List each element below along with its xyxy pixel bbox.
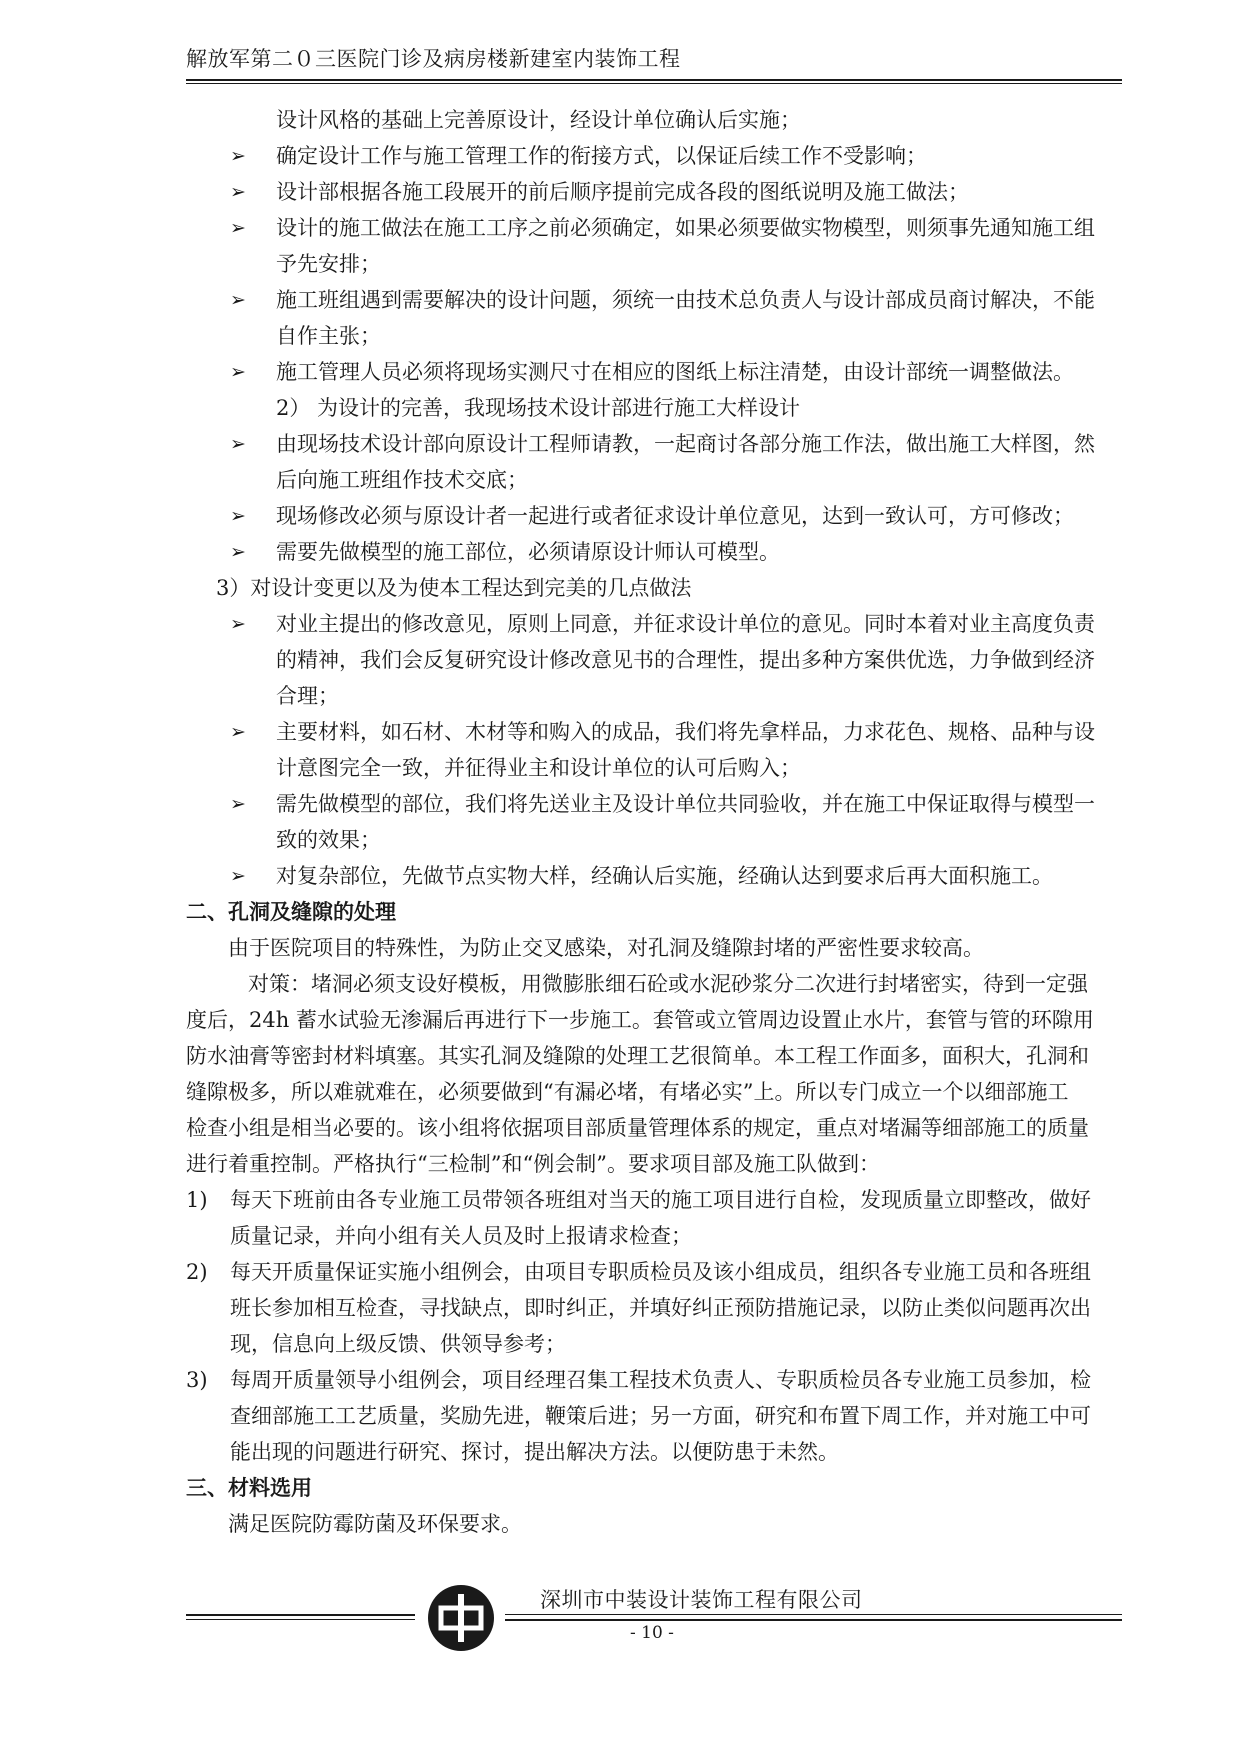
paragraph-line: 检查小组是相当必要的。该小组将依据项目部质量管理体系的规定，重点对堵漏等细部施工的质量 — [186, 1116, 1089, 1140]
page-header-title: 解放军第二０三医院门诊及病房楼新建室内装饰工程 — [186, 47, 681, 71]
bullet-continuation: 致的效果； — [276, 828, 381, 852]
bullet-item: ➢ 对业主提出的修改意见，原则上同意，并征求设计单位的意见。同时本着对业主高度负责 — [186, 606, 1126, 642]
footer-rule-thick — [505, 1619, 1122, 1621]
paragraph-line: 满足医院防霉防菌及环保要求。 — [228, 1512, 522, 1536]
numbered-item-continuation: 质量记录，并向小组有关人员及时上报请求检查； — [230, 1224, 692, 1248]
arrow-bullet-icon: ➢ — [230, 505, 246, 527]
numbered-item-continuation: 现，信息向上级反馈、供领导参考； — [230, 1332, 566, 1356]
bullet-item: ➢ 设计部根据各施工段展开的前后顺序提前完成各段的图纸说明及施工做法； — [186, 174, 1126, 210]
numbered-item: 3) 每周开质量领导小组例会，项目经理召集工程技术负责人、专职质检员各专业施工员参加，检 — [186, 1362, 1126, 1398]
arrow-bullet-icon: ➢ — [230, 181, 246, 203]
arrow-bullet-icon: ➢ — [230, 361, 246, 383]
item-number: 1) — [186, 1188, 208, 1212]
bullet-continuation: 计意图完全一致，并征得业主和设计单位的认可后购入； — [276, 756, 801, 780]
paragraph-line: 度后，24h 蓄水试验无渗漏后再进行下一步施工。套管或立管周边设置止水片，套管与管的环隙用 — [186, 1008, 1094, 1032]
section-heading: 三、材料选用 — [186, 1476, 312, 1500]
arrow-bullet-icon: ➢ — [230, 865, 246, 887]
bullet-item: ➢ 设计的施工做法在施工工序之前必须确定，如果必须要做实物模型，则须事先通知施工组 — [186, 210, 1126, 246]
bullet-item: ➢ 施工管理人员必须将现场实测尺寸在相应的图纸上标注清楚，由设计部统一调整做法。 — [186, 354, 1126, 390]
footer-rule-thin — [186, 1619, 415, 1620]
bullet-item: ➢ 主要材料，如石材、木材等和购入的成品，我们将先拿样品，力求花色、规格、品种与设 — [186, 714, 1126, 750]
arrow-bullet-icon: ➢ — [230, 433, 246, 455]
bullet-continuation: 的精神，我们会反复研究设计修改意见书的合理性，提出多种方案供优选，力争做到经济 — [276, 648, 1095, 672]
arrow-bullet-icon: ➢ — [230, 145, 246, 167]
bullet-continuation: 自作主张； — [276, 324, 381, 348]
subsection-heading: 2） 为设计的完善，我现场技术设计部进行施工大样设计 — [276, 396, 801, 420]
page-number: - 10 - — [630, 1623, 674, 1643]
arrow-bullet-icon: ➢ — [230, 793, 246, 815]
numbered-item-continuation: 能出现的问题进行研究、探讨，提出解决方法。以便防患于未然。 — [230, 1440, 839, 1464]
footer-rule — [505, 1614, 1122, 1615]
arrow-bullet-icon: ➢ — [230, 217, 246, 239]
item-number: 2) — [186, 1260, 208, 1284]
header-rule-thin — [186, 83, 1122, 84]
bullet-item: ➢ 由现场技术设计部向原设计工程师请教，一起商讨各部分施工作法，做出施工大样图，然 — [186, 426, 1126, 462]
bullet-continuation: 予先安排； — [276, 252, 381, 276]
page-body — [186, 102, 1126, 1542]
arrow-bullet-icon: ➢ — [230, 289, 246, 311]
paragraph-line: 防水油膏等密封材料填塞。其实孔洞及缝隙的处理工艺很简单。本工程工作面多，面积大，孔洞和 — [186, 1044, 1089, 1068]
bullet-item: ➢ 对复杂部位，先做节点实物大样，经确认后实施，经确认达到要求后再大面积施工。 — [186, 858, 1126, 894]
continued-line: 设计风格的基础上完善原设计，经设计单位确认后实施； — [276, 108, 801, 132]
bullet-continuation: 合理； — [276, 684, 339, 708]
paragraph-line: 对策：堵洞必须支设好模板，用微膨胀细石砼或水泥砂浆分二次进行封堵密实，待到一定强 — [248, 972, 1088, 996]
bullet-item: ➢ 现场修改必须与原设计者一起进行或者征求设计单位意见，达到一致认可，方可修改； — [186, 498, 1126, 534]
numbered-item-continuation: 班长参加相互检查，寻找缺点，即时纠正，并填好纠正预防措施记录，以防止类似问题再次出 — [230, 1296, 1091, 1320]
arrow-bullet-icon: ➢ — [230, 541, 246, 563]
footer-company-name: 深圳市中装设计装饰工程有限公司 — [540, 1588, 863, 1612]
numbered-item: 1) 每天下班前由各专业施工员带领各班组对当天的施工项目进行自检，发现质量立即整改，做好 — [186, 1182, 1126, 1218]
bullet-item: ➢ 需先做模型的部位，我们将先送业主及设计单位共同验收，并在施工中保证取得与模型一 — [186, 786, 1126, 822]
header-rule — [186, 79, 1122, 81]
paragraph-line: 缝隙极多，所以难就难在，必须要做到“有漏必堵，有堵必实”上。所以专门成立一个以细部施工 — [186, 1080, 1069, 1104]
numbered-item: 2) 每天开质量保证实施小组例会，由项目专职质检员及该小组成员，组织各专业施工员和各班组 — [186, 1254, 1126, 1290]
subsection-heading: 3）对设计变更以及为使本工程达到完美的几点做法 — [216, 576, 692, 600]
bullet-item: ➢ 需要先做模型的施工部位，必须请原设计师认可模型。 — [186, 534, 1126, 570]
item-number: 3) — [186, 1368, 208, 1392]
bullet-continuation: 后向施工班组作技术交底； — [276, 468, 528, 492]
numbered-item-continuation: 查细部施工工艺质量，奖励先进，鞭策后进；另一方面，研究和布置下周工作，并对施工中可 — [230, 1404, 1091, 1428]
footer-rule — [186, 1614, 415, 1616]
arrow-bullet-icon: ➢ — [230, 613, 246, 635]
bullet-item: ➢ 施工班组遇到需要解决的设计问题，须统一由技术总负责人与设计部成员商讨解决，不能 — [186, 282, 1126, 318]
section-heading: 二、孔洞及缝隙的处理 — [186, 900, 396, 924]
arrow-bullet-icon: ➢ — [230, 721, 246, 743]
paragraph-line: 由于医院项目的特殊性，为防止交叉感染，对孔洞及缝隙封堵的严密性要求较高。 — [228, 936, 984, 960]
company-logo-icon — [427, 1584, 495, 1652]
bullet-item: ➢ 确定设计工作与施工管理工作的衔接方式，以保证后续工作不受影响； — [186, 138, 1126, 174]
paragraph-line: 进行着重控制。严格执行“三检制”和“例会制”。要求项目部及施工队做到： — [186, 1152, 880, 1176]
